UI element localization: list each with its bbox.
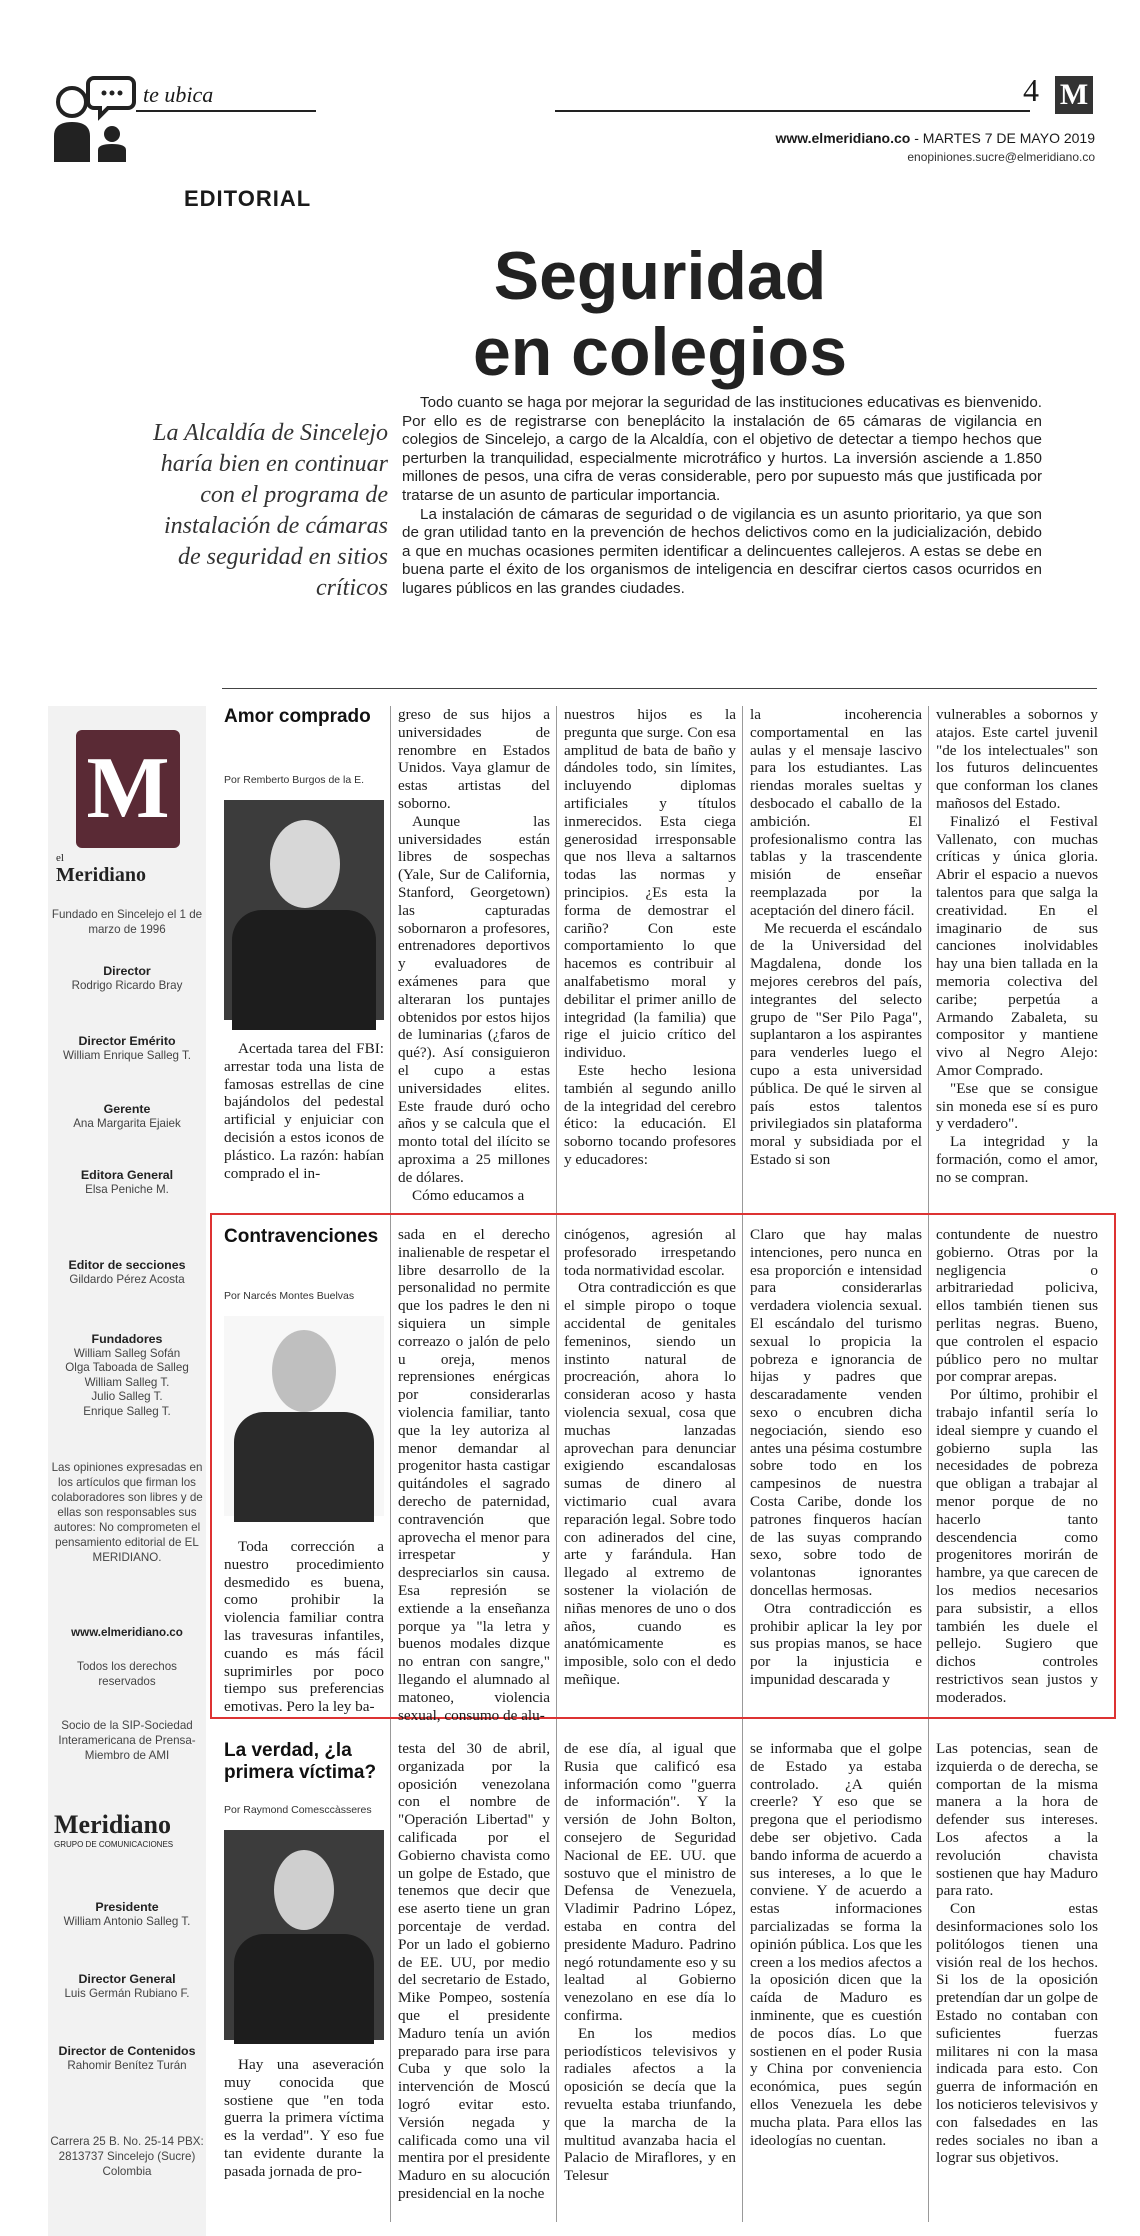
paragraph: Claro que hay malas intenciones, pero nunca en esa proporción e intensidad para considerarlas verdadera violencia sexual. El escándalo del turismo sexual lo propicia la pobreza e ignorancia de hijas y padres que descaradamente venden sexo o encubren dicha negociación, siendo eso antes una pésima costumbre sobre todo en los campesinos de nuestra Costa Caribe, donde los patrones finqueros hacían de las suyas comprando sexo, sobre todo de volantonas ignorantes doncellas hermosas. [750, 1226, 922, 1599]
paragraph: Finalizó el Festival Vallenato, con muchas críticas y única gloria. Abrir el espacio a nuevos talentos para que salga la creatividad. En el imaginario de sus canciones inolvidables hay una bien tallada en la memoria colectiva del caribe; perpetúa a Armando Zabaleta, su compositor y mantiene vivo al Negro Alejo: Amor Comprado. [936, 812, 1098, 1079]
disclaimer: Las opiniones expresadas en los artículos que firman los colaboradores son libres y de ellas son responsables sus autores: No comprometen el pensamiento editorial de EL MERIDIANO. [51, 1461, 203, 1564]
article-byline: Por Raymond Comesccàsseres [224, 1804, 372, 1816]
article-column [564, 1740, 736, 2224]
article-title: La verdad, ¿la primera víctima? [224, 1740, 377, 1783]
article-column [224, 1040, 384, 1200]
article-column [750, 1226, 922, 1710]
staff-role: Director General [78, 1972, 176, 1986]
article-column [398, 1740, 550, 2224]
editorial-paragraph: La instalación de cámaras de seguridad o de vigilancia es un asunto prioritario, ya que son de gran utilidad tanto en la prevención de hechos delictivos como en la judicialización, debido a que en muchas ocasiones permiten identificar a delincuentes callejeros. A estas se debe en buena parte el éxito de los organismos de inteligencia en descifrar ciertos casos ocurridos en lugares públicos en las grandes ciudades. [402, 505, 1042, 597]
staff-role: Director Emérito [78, 1034, 176, 1048]
staff-person: Luis Germán Rubiano F. [64, 1986, 190, 2000]
brand-prefix: el [56, 852, 64, 864]
article-column [224, 1538, 384, 1716]
staff-presidente [50, 1900, 204, 1929]
author-photo [224, 1830, 384, 2040]
group-brand-sub: GRUPO DE COMUNICACIONES [54, 1840, 174, 1849]
founder-name: Julio Salleg T. [91, 1390, 163, 1404]
masthead-logo: M [76, 730, 180, 848]
paragraph: testa del 30 de abril, organizada por la oposición venezolana con el nombre de "Operación Libertad" y calificada por el Gobierno chavista como un golpe de Estado, que tenemos que decir que ese aserto tiene un gran porcentaje de verdad. Por un lado el gobierno de EE. UU, por medio del secretario de Estado, Mike Pompeo, sostenía que el presidente Maduro tenía un avión preparado para irse para Cuba y que solo la intervención de Moscú logró evitar esto. Versión negada y calificada como una vil mentira por el presidente Maduro en su alocución presidencial en la noche [398, 1740, 550, 2202]
editorial-body [402, 394, 1042, 599]
article-title: Contravenciones [224, 1226, 379, 1247]
staff-person: Gildardo Pérez Acosta [69, 1272, 185, 1286]
staff-person: Rahomir Benítez Turán [67, 2058, 187, 2072]
staff-role: Editora General [80, 1168, 174, 1182]
staff-person: William Antonio Salleg T. [63, 1914, 191, 1928]
article-column [398, 1226, 550, 1724]
founder-name: William Salleg Sofán [73, 1346, 181, 1360]
masthead-brand [56, 852, 200, 887]
sip-note: Socio de la SIP-Sociedad Interamericana de Prensa-Miembro de AMI [58, 1719, 196, 1762]
paragraph: greso de sus hijos a universidades de renombre en Estados Unidos. Vaya glamur de estas artistas del soborno. [398, 706, 550, 812]
staff-role: Presidente [95, 1900, 159, 1914]
paragraph: contundente de nuestro gobierno. Otras por la negligencia o arbitrariedad policiva, ellos también tienen sus perlitas negras. Bueno, que controlen el espacio público pero no multar por comprar arepas. [936, 1226, 1098, 1386]
article-column [936, 706, 1098, 1200]
staff-person: Rodrigo Ricardo Bray [71, 978, 183, 992]
staff-gerente [50, 1102, 204, 1131]
staff-contenidos [50, 2044, 204, 2073]
paragraph: nuestros hijos es la pregunta que surge. Con esa amplitud de bata de baño y dándoles todo, sin límites, incluyendo diplomas artificiales y títulos inmerecidos. Esta ciega generosidad irresponsable que nos lleva a saltarnos todas las normas y principios. ¿Es esta la forma de demostrar el cariño? Con este comportamiento lo que hacemos es contribuir al analfabetismo moral y debilitar el primer anillo de integridad (la familia) que rige el juicio crítico del individuo. [564, 706, 736, 1062]
header-logo: M [1055, 76, 1093, 114]
article-column [224, 2056, 384, 2224]
staff-person: Elsa Peniche M. [85, 1182, 169, 1196]
paragraph: la incoherencia comportamental en las aulas y el mensaje lascivo para los estudiantes. Las riendas morales sueltas y desbocado el caballo de la ambición. El profesionalismo contra las tablas y la trascendente misión de enseñar reemplazada por la aceptación del dinero fácil. [750, 706, 922, 919]
article-column [936, 1740, 1098, 2224]
staff-director [50, 964, 204, 993]
staff-dirgeneral [50, 1972, 204, 2001]
people-chat-icon [50, 74, 134, 164]
article-byline: Por Remberto Burgos de la E. [224, 774, 365, 786]
staff-emerito [50, 1034, 204, 1063]
paragraph: Aunque las universidades están libres de sospechas (Yale, Sur de California, Stanford, Georgetown) las capturadas sobornaron a profesores, entrenadores deportivos y evaluadores de exámenes para que alteraran los puntajes obtenidos por estos hijos de luminarias (¿faros de qué?). Así consiguieron el cupo a estas universidades elites. Este fraude duró ocho años y se calcula que el monto total del ilícito se aproxima a 25 millones de dólares. [398, 812, 550, 1186]
page-number: 4 [1023, 72, 1039, 108]
paragraph: sada en el derecho inalienable de respetar el libre desarrollo de la personalidad no permite que los padres le den ni siquiera un simple correazo o jalón de pelo u oreja, menos reprensiones enérgicas por considerarlas violencia familiar, tanto que la ley autoriza al menor demandar al progenitor hasta castigar quitándoles el sagrado derecho de paternidad, contravención que aprovecha el menor para irrespetar y despreciarlos sin causa. Esa represión se extiende a la enseñanza porque ya "la letra y buenos modales dizque no entran con sangre," llegando el alumnado al matoneo, violencia sexual, consumo de alu- [398, 1226, 550, 1724]
pull-quote: La Alcaldía de Sincelejo haría bien en continuar con el programa de instalación de cámaras de seguridad en sitios críticos [153, 420, 388, 601]
article-column [750, 1740, 922, 2224]
paragraph: se informaba que el golpe de Estado ya estaba controlado. ¿A quién creerle? Y eso que se pregona que el periodismo debe ser objetivo. Cada bando informa de acuerdo a sus intereses, a lo que le conviene. Y de acuerdo a estas informaciones parcializadas se forma la opinión pública. Los que les creen a los medios afectos a la oposición dicen que la caída de Maduro es inminente, que es cuestión de pocos días. Lo que sostienen en el poder Rusia y China por conveniencia económica, pues según ellos Venezuela les debe mucha plata. Para ellos las ideologías no cuentan. [750, 1740, 922, 2149]
header-rule-right [555, 110, 1030, 112]
paragraph: vulnerables a sobornos y atajos. Este cartel juvenil "de los intelectuales" son los futuros delincuentes que conforman los clanes mañosos del Estado. [936, 706, 1098, 812]
staff-person: Ana Margarita Ejaiek [73, 1116, 181, 1130]
headline-line-2: en colegios [472, 314, 848, 390]
staff-role: Gerente [103, 1102, 151, 1116]
address: Carrera 25 B. No. 25-14 PBX: 2813737 Sincelejo (Sucre) Colombia [50, 2135, 204, 2178]
group-brand [54, 1810, 198, 1849]
website-link[interactable]: www.elmeridiano.co [775, 130, 911, 146]
founder-name: William Salleg T. [84, 1375, 170, 1389]
paragraph: Este hecho lesiona también al segundo anillo de la integridad del cerebro ético: la educación. El soborno tocando profesores y educadores: [564, 1061, 736, 1168]
email[interactable]: enopiniones.sucre@elmeridiano.co [907, 150, 1095, 164]
staff-person: William Enrique Salleg T. [62, 1048, 191, 1062]
paragraph: cinógenos, agresión al profesorado irrespetando toda normatividad escolar. [564, 1226, 736, 1279]
founder-name: Enrique Salleg T. [83, 1404, 171, 1418]
paragraph: En los medios periodísticos televisivos y radiales afectos a la oposición se decía que la revuelta estaba triunfando, que la marcha de la multitud avanzaba hacia el Palacio de Miraflores, y en Telesur [564, 2024, 736, 2185]
staff-role: Director de Contenidos [58, 2044, 196, 2058]
paragraph: Por último, prohibir el trabajo infantil sería lo ideal siempre y cuando el gobierno supla las necesidades de pobreza que obligan a trabajar al menor porque de no hacerlo tanto descendencia como progenitores morirán de hambre, ya que carecen de los medios necesarios para subsistir, a ellos también les duele el pellejo. Sugiero que dichos controles restrictivos sean justos y moderados. [936, 1386, 1098, 1706]
editorial-headline [380, 238, 940, 390]
founded-note: Fundado en Sincelejo el 1 de marzo de 1996 [51, 908, 203, 936]
staff-role: Fundadores [91, 1332, 163, 1346]
staff-secciones [50, 1258, 204, 1287]
author-photo [224, 1316, 384, 1516]
group-brand-name: Meridiano [54, 1810, 171, 1839]
rights-note: Todos los derechos reservados [77, 1660, 177, 1688]
paragraph: Con estas desinformaciones solo los politólogos tienen una visión real de los hechos. Si los de la oposición pretendían dar un golpe de Estado no contaban con suficientes fuerzas militares ni con la masa indicada para esto. Con guerra de información en los noticieros televisivos y con falsedades en las redes sociales no iban a lograr sus objetivos. [936, 1900, 1098, 2167]
author-photo [224, 800, 384, 1020]
sidebar-website[interactable]: www.elmeridiano.co [71, 1626, 183, 1639]
paragraph: Otra contradicción es que el simple piropo o toque accidental de genitales femeninos, siendo un instinto natural de procreación, ahora lo consideran acoso y hasta violencia sexual, cosa que muchas lanzadas aprovechan para denunciar exigiendo escandalosas sumas de dinero al victimario cual avara reparación legal. Sobre todo con adinerados del cine, arte y farándula. Han llegado al extremo de sostener la violación de niñas menores de uno o dos años, cuando es anatómicamente es imposible, solo con el dedo meñique. [564, 1279, 736, 1688]
founder-name: Olga Taboada de Salleg [65, 1361, 189, 1375]
dateline [600, 130, 1095, 146]
paragraph: Otra contradicción es prohibir aplicar la ley por sus propias manos, se hace por la injusticia e impunidad descarada y [750, 1599, 922, 1688]
staff-role: Editor de secciones [68, 1258, 186, 1272]
headline-line-1: Seguridad [493, 238, 827, 314]
article-byline: Por Narcés Montes Buelvas [224, 1290, 355, 1302]
paragraph: Acertada tarea del FBI: arrestar toda una lista de famosas estrellas de cine bajándolos del pedestal artificial y enjuiciar con decisión a estos iconos de plástico. La razón: habían comprado el in- [224, 1040, 384, 1182]
paragraph: Me recuerda el escándalo de la Universidad del Magdalena, donde los mejores cerebros del país, integrantes del selecto grupo de "Ser Pilo Paga", suplantaron a los aspirantes para venderles luego el cupo a esta universidad pública. De qué le sirven al país estos talentos privilegiados sin plataforma moral y subsidiada por el Estado si son [750, 919, 922, 1168]
staff-role: Director [103, 964, 151, 978]
header-rule-left [136, 110, 316, 112]
paragraph: La integridad y la formación, como el amor, no se compran. [936, 1133, 1098, 1186]
paragraph: Cómo educamos a [412, 1186, 525, 1204]
paragraph: "Ese que se consigue sin moneda ese sí es puro y verdadero". [936, 1079, 1098, 1133]
article-column [398, 706, 550, 1204]
section-kicker: te ubica [143, 82, 214, 107]
staff-editora [50, 1168, 204, 1197]
article-column [564, 706, 736, 1200]
staff-fundadores [50, 1332, 204, 1420]
article-column [750, 706, 922, 1200]
article-column [936, 1226, 1098, 1710]
brand-name: Meridiano [56, 864, 146, 886]
paragraph: Toda corrección a nuestro procedimiento desmedido es buena, como prohibir la violencia familiar contra las travesuras infantiles, cuando es más fácil suprimirles por poco tiempo sus preferencias emotivas. Pero la ley ba- [224, 1538, 384, 1716]
paragraph: Hay una aseveración muy conocida que sostiene que "en toda guerra la primera víctima es la verdad". Y eso fue tan evidente durante la pasada jornada de pro- [224, 2056, 384, 2180]
article-column [564, 1226, 736, 1710]
paragraph: de ese día, al igual que Rusia que calificó esa información como "guerra de información". Y la versión de John Bolton, consejero de Seguridad Nacional de EE. UU. que sostuvo que el ministro de Defensa de Venezuela, Vladimir Padrino López, estaba en contra del presidente Maduro. Padrino negó rotundamente eso y su lealtad al Gobierno venezolano en ese día lo confirma. [564, 1740, 736, 2024]
section-title: EDITORIAL [184, 186, 312, 211]
article-title: Amor comprado [224, 706, 371, 727]
paragraph: Las potencias, sean de izquierda o de derecha, se comportan de la misma manera a la hora de defender sus intereses. Los afectos a la revolución chavista sostienen que hay Maduro para rato. [936, 1740, 1098, 1900]
editorial-paragraph: Todo cuanto se haga por mejorar la seguridad de las instituciones educativas es bienvenido. Por ello es de registrarse con beneplácito la instalación de 65 cámaras de vigilancia en colegios de Sincelejo, a cargo de la Alcaldía, con el objetivo de detectar a tiempo hechos que perturben la tranquilidad, especialmente microtráfico y hurtos. La inversión asciende a 1.850 millones de pesos, una cifra de veras considerable, pero por supuesto más que justificada por tratarse de un asunto de particular importancia. [402, 394, 1042, 504]
divider [222, 688, 1097, 689]
date: - MARTES 7 DE MAYO 2019 [910, 130, 1095, 146]
